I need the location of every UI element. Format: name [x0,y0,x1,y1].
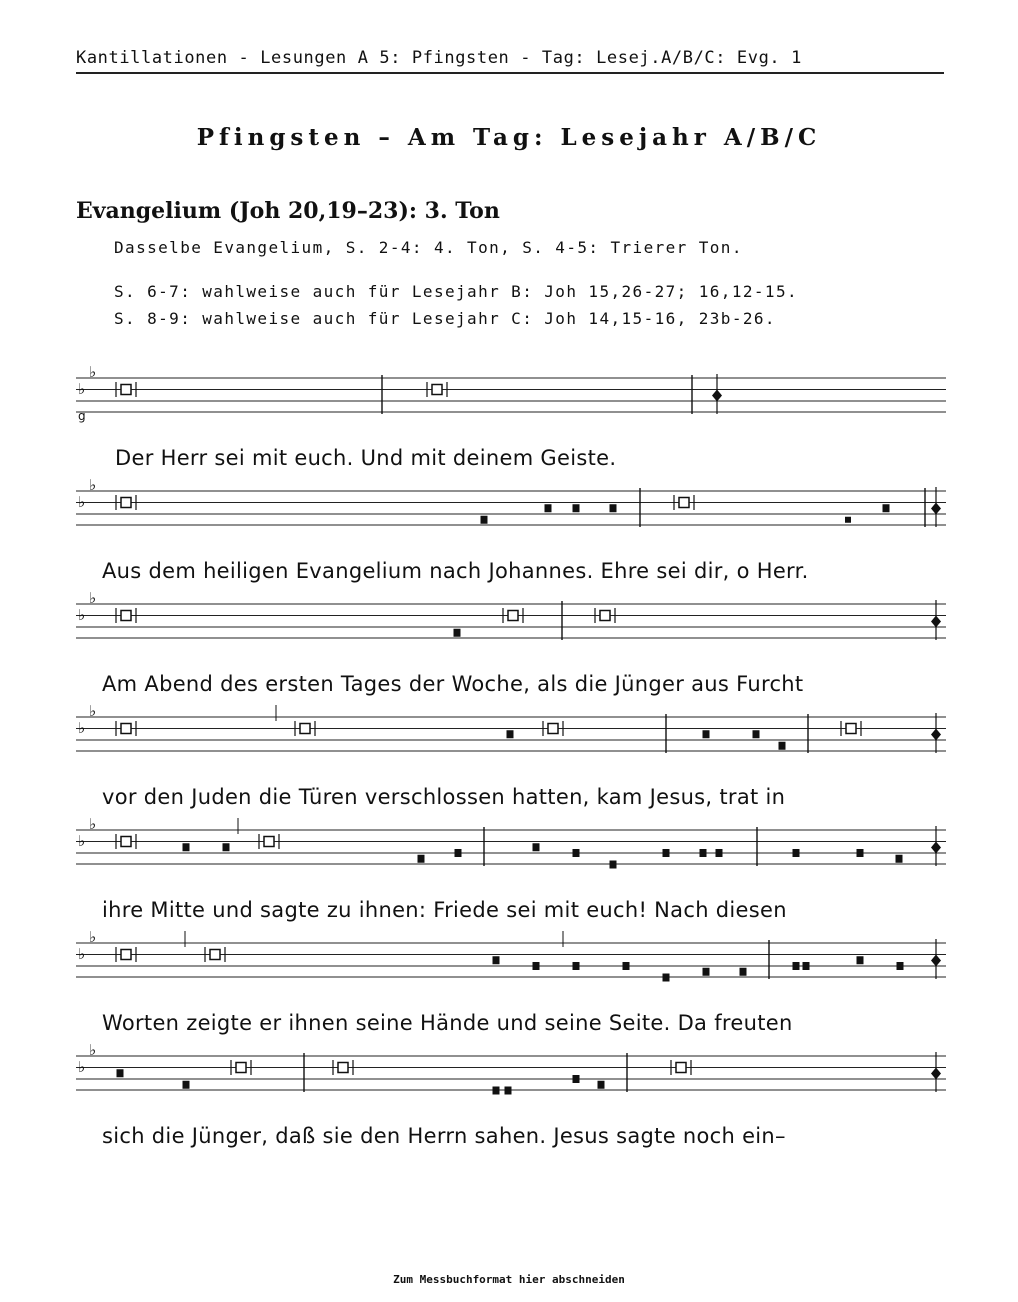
chant-lyrics: Am Abend des ersten Tages der Woche, als die Jünger aus Furcht [102,672,804,696]
chant-note [610,861,617,869]
recitation-note [432,385,442,395]
chant-note [493,1087,500,1095]
chant-note [183,1081,190,1089]
recitation-note [121,724,131,734]
chant-note [533,962,540,970]
chant-note [183,843,190,851]
chant-note [573,504,580,512]
flat-clef-lower: ♭ [78,945,86,963]
chant-note [223,843,230,851]
recitation-note [121,498,131,508]
chant-note [663,849,670,857]
chant-note [545,504,552,512]
chant-note [700,849,707,857]
recitation-note [846,724,856,734]
chant-lyrics: Der Herr sei mit euch. Und mit deinem Geiste. [115,446,617,470]
chant-note [418,855,425,863]
chant-note [897,962,904,970]
chant-staff [76,363,946,423]
final-note [931,616,941,628]
chant-note [857,849,864,857]
chant-staff [76,1042,946,1092]
chant-note [716,849,723,857]
final-note [931,729,941,741]
recitation-note [121,950,131,960]
flat-clef-lower: ♭ [78,1058,86,1076]
final-note [931,503,941,515]
recitation-note [548,724,558,734]
section-note: S. 6-7: wahlweise auch für Lesejahr B: Joh 15,26-27; 16,12-15. [114,282,799,301]
flat-clef-lower: ♭ [78,380,86,398]
chant-note [507,730,514,738]
chant-note [845,517,851,523]
chant-lyrics: sich die Jünger, daß sie den Herrn sahen. Jesus sagte noch ein– [102,1124,786,1148]
chant-note [454,629,461,637]
section-heading: Evangelium (Joh 20,19–23): 3. Ton [76,198,500,224]
recitation-note [236,1063,246,1073]
chant-note [753,730,760,738]
chant-note [703,730,710,738]
section-note: S. 8-9: wahlweise auch für Lesejahr C: Joh 14,15-16, 23b-26. [114,309,776,328]
chant-staff [76,477,946,527]
final-note [712,390,722,402]
final-note [931,955,941,967]
flat-clef-upper: ♭ [89,476,97,494]
chant-note [857,956,864,964]
final-note [931,1068,941,1080]
chant-lyrics: ihre Mitte und sagte zu ihnen: Friede sei mit euch! Nach diesen [102,898,787,922]
final-note [931,842,941,854]
chant-note [573,1075,580,1083]
flat-clef-upper: ♭ [89,702,97,720]
chant-note [481,516,488,524]
chant-lyrics: Aus dem heiligen Evangelium nach Johannes. Ehre sei dir, o Herr. [102,559,809,583]
chant-note [493,956,500,964]
chant-lyrics: vor den Juden die Türen verschlossen hatten, kam Jesus, trat in [102,785,786,809]
section-note: Dasselbe Evangelium, S. 2-4: 4. Ton, S. 4-5: Trierer Ton. [114,238,743,257]
chant-staff [76,703,946,753]
chant-note [896,855,903,863]
cut-instruction: Zum Messbuchformat hier abschneiden [393,1273,625,1286]
flat-clef-lower: ♭ [78,606,86,624]
chant-note [117,1069,124,1077]
chant-note [703,968,710,976]
chant-note [779,742,786,750]
chant-note [610,504,617,512]
chant-note [598,1081,605,1089]
chant-note [793,849,800,857]
chant-staff [76,816,946,866]
flat-clef-upper: ♭ [89,815,97,833]
flat-clef-lower: ♭ [78,832,86,850]
recitation-note [121,611,131,621]
flat-clef-upper: ♭ [89,928,97,946]
flat-clef-lower: ♭ [78,719,86,737]
chant-note [740,968,747,976]
chant-note [533,843,540,851]
flat-clef-upper: ♭ [89,589,97,607]
running-header: Kantillationen - Lesungen A 5: Pfingsten - Tag: Lesej.A/B/C: Evg. 1 [76,48,944,74]
recitation-note [600,611,610,621]
recitation-note [210,950,220,960]
flat-clef-upper: ♭ [89,363,97,381]
recitation-note [264,837,274,847]
recitation-note [679,498,689,508]
recitation-note [121,385,131,395]
recitation-note [121,837,131,847]
recitation-note [300,724,310,734]
chant-note [883,504,890,512]
chant-staff [76,929,946,979]
chant-staff [76,590,946,640]
chant-note [803,962,810,970]
chant-note [793,962,800,970]
recitation-note [676,1063,686,1073]
chant-note [573,962,580,970]
chant-note [505,1087,512,1095]
chant-note [573,849,580,857]
recitation-note [508,611,518,621]
page-title: Pfingsten – Am Tag: Lesejahr A/B/C [196,124,822,151]
chant-lyrics: Worten zeigte er ihnen seine Hände und seine Seite. Da freuten [102,1011,793,1035]
recitation-note [338,1063,348,1073]
g-clef-letter: g [78,409,86,423]
chant-note [623,962,630,970]
chant-note [663,974,670,982]
flat-clef-lower: ♭ [78,493,86,511]
flat-clef-upper: ♭ [89,1041,97,1059]
chant-note [455,849,462,857]
